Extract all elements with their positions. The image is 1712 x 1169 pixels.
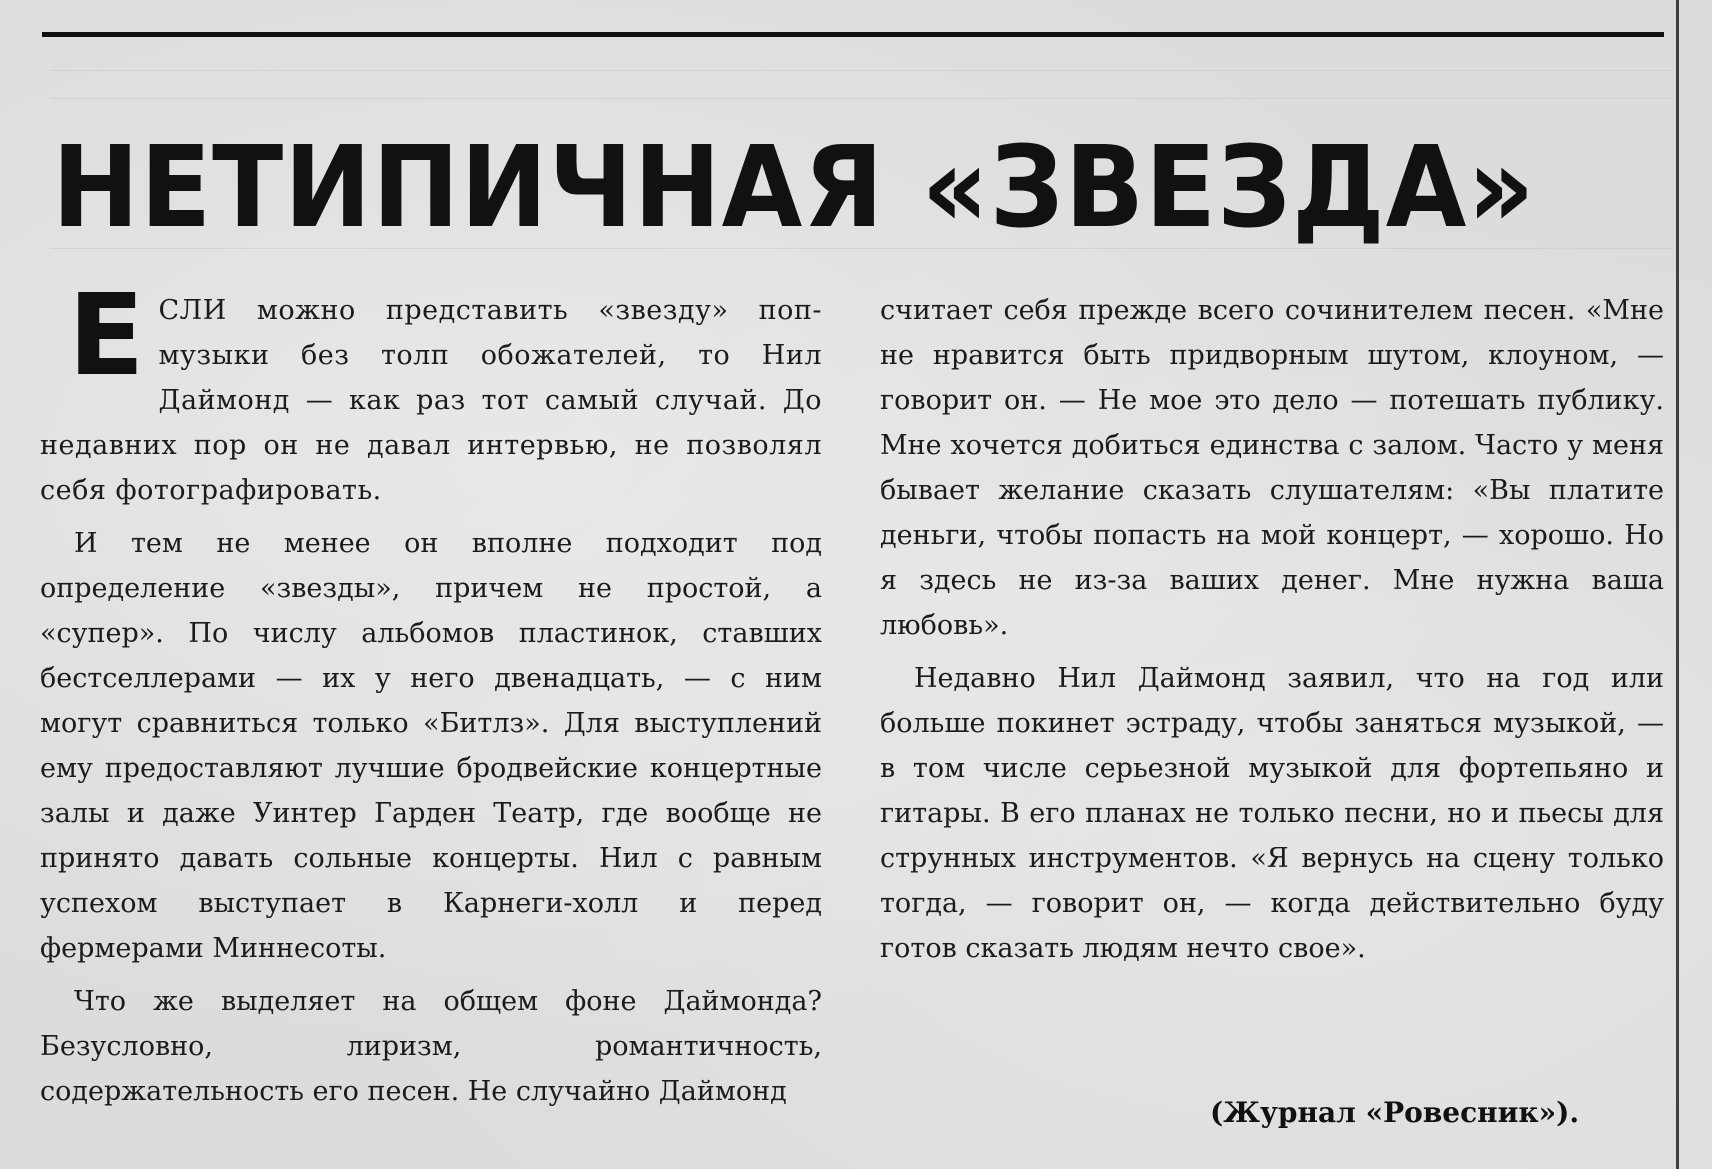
bleed-through-line (50, 98, 1672, 99)
paragraph-1-text: СЛИ можно представить «звезду» поп-музыки без толп обожателей, то Нил Даймонд — как раз тот самый случай. До недавних пор он не давал интервью, не позволял себя фотографировать. (40, 295, 822, 506)
top-rule (42, 32, 1664, 37)
bleed-through-line (50, 70, 1672, 71)
column-divider-rule (1676, 0, 1679, 1169)
paragraph-3: Что же выделяет на общем фоне Даймонда? Безусловно, лиризм, романтичность, содержательность его песен. Не случайно Даймонд (40, 986, 822, 1107)
paragraph-3-continued: считает себя прежде всего сочинителем песен. «Мне не нравится быть придворным шутом, клоуном, — говорит он. — Не мое это дело — потешать публику. Мне хочется добиться единства с залом. Часто у меня бывает желание сказать слушателям: «Вы платите деньги, чтобы попасть на мой концерт, — хорошо. Но я здесь не из-за ваших денег. Мне нужна ваша любовь». (880, 295, 1664, 641)
right-column (880, 288, 1664, 971)
paragraph-4: Недавно Нил Даймонд заявил, что на год или больше покинет эстраду, чтобы заняться музыкой, — в том числе серьезной музыкой для фортепьяно и гитары. В его планах не только песни, но и пьесы для струнных инструментов. «Я вернусь на сцену только тогда, — говорит он, — когда действительно буду готов сказать людям нечто свое». (880, 663, 1664, 964)
headline: НЕТИПИЧНАЯ «ЗВЕЗДА» (52, 123, 1536, 253)
drop-cap: Е (68, 271, 145, 401)
source-attribution: (Журнал «Ровесник»). (1210, 1096, 1580, 1129)
paragraph-2: И тем не менее он вполне подходит под определение «звезды», причем не простой, а «супер». По числу альбомов пластинок, ставших бестселлерами — их у него двенадцать, — с ним могут сравниться только «Битлз». Для выступлений ему предоставляют лучшие бродвейские концертные залы и даже Уинтер Гарден Театр, где вообще не принято давать сольные концерты. Нил с равным успехом выступает в Карнеги-холл и перед фермерами Миннесоты. (40, 528, 822, 964)
left-column (40, 271, 822, 1114)
paragraph-1 (40, 271, 822, 513)
